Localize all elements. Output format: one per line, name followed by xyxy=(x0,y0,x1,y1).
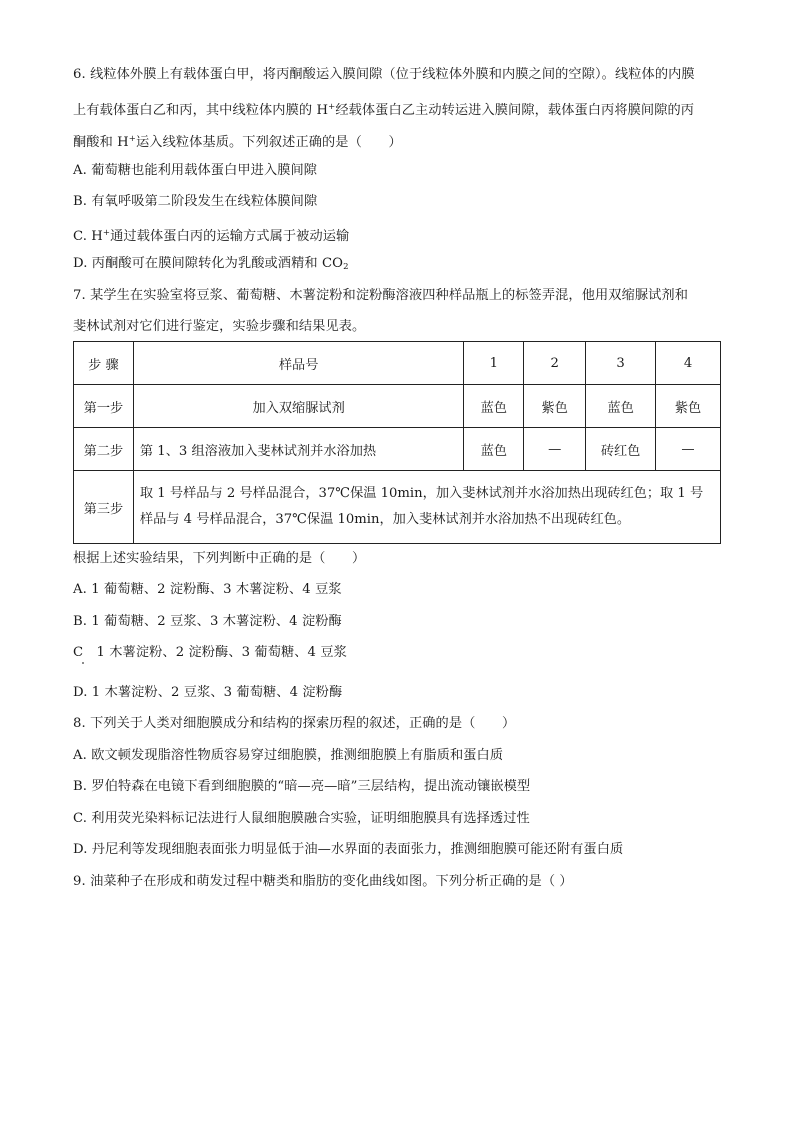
step-label: 第二步 xyxy=(74,428,134,471)
q7-experiment-table xyxy=(73,341,721,544)
header-step: 步 骤 xyxy=(74,342,134,385)
step-action: 第 1、3 组溶液加入斐林试剂并水浴加热 xyxy=(133,428,463,471)
q6-stem-line1: 6. 线粒体外膜上有载体蛋白甲，将丙酮酸运入膜间隙（位于线粒体外膜和内膜之间的空隙）。线粒体的内膜 xyxy=(73,67,695,82)
step-label: 第一步 xyxy=(74,385,134,428)
result-cell: 蓝色 xyxy=(464,428,524,471)
stray-dot xyxy=(82,662,84,664)
result-cell: 砖红色 xyxy=(586,428,656,471)
q8-option-a: A. 欧文顿发现脂溶性物质容易穿过细胞膜，推测细胞膜上有脂质和蛋白质 xyxy=(73,748,504,763)
q6-option-d: D. 丙酮酸可在膜间隙转化为乳酸或酒精和 $CO_2$ xyxy=(73,256,349,272)
q8-option-d: D. 丹尼利等发现细胞表面张力明显低于油—水界面的表面张力，推测细胞膜可能还附有蛋白质 xyxy=(73,842,624,857)
q7-stem-line1: 7. 某学生在实验室将豆浆、葡萄糖、木薯淀粉和淀粉酶溶液四种样品瓶上的标签弄混，他用双缩脲试剂和 xyxy=(73,288,689,303)
q7-option-c: C 1 木薯淀粉、2 淀粉酶、3 葡萄糖、4 豆浆 xyxy=(73,645,347,660)
result-cell: — xyxy=(656,428,721,471)
q7-question: 根据上述实验结果，下列判断中正确的是（ ） xyxy=(73,551,366,566)
header-sample-3: 3 xyxy=(586,342,656,385)
result-cell: 蓝色 xyxy=(464,385,524,428)
header-sample-2: 2 xyxy=(524,342,586,385)
table-header-row xyxy=(74,342,721,385)
q7-stem-line2: 斐林试剂对它们进行鉴定，实验步骤和结果见表。 xyxy=(73,319,366,334)
step-action: 加入双缩脲试剂 xyxy=(133,385,463,428)
header-sample: 样品号 xyxy=(133,342,463,385)
result-cell: 紫色 xyxy=(656,385,721,428)
q6-option-b: B. 有氧呼吸第二阶段发生在线粒体膜间隙 xyxy=(73,194,318,209)
q6-stem-line3: 酮酸和 H+运入线粒体基质。下列叙述正确的是（ ） xyxy=(73,134,402,150)
step-label: 第三步 xyxy=(74,471,134,544)
q7-option-a: A. 1 葡萄糖、2 淀粉酶、3 木薯淀粉、4 豆浆 xyxy=(73,582,342,597)
q6-option-a: A. 葡萄糖也能利用载体蛋白甲进入膜间隙 xyxy=(73,163,318,178)
table-row xyxy=(74,471,721,544)
q8-option-b: B. 罗伯特森在电镜下看到细胞膜的“暗—亮—暗”三层结构，提出流动镶嵌模型 xyxy=(73,779,531,794)
result-cell: 蓝色 xyxy=(586,385,656,428)
q6-option-c: C. H+通过载体蛋白丙的运输方式属于被动运输 xyxy=(73,228,350,244)
step-action: 取 1 号样品与 2 号样品混合，37℃保温 10min，加入斐林试剂并水浴加热出现砖红色；取 1 号样品与 4 号样品混合，37℃保温 10min，加入斐林试剂并水浴加热不出现砖红色。 xyxy=(133,471,720,544)
table-row xyxy=(74,385,721,428)
q9-stem: 9. 油菜种子在形成和萌发过程中糖类和脂肪的变化曲线如图。下列分析正确的是（ ） xyxy=(73,874,573,889)
result-cell: 紫色 xyxy=(524,385,586,428)
q8-option-c: C. 利用荧光染料标记法进行人鼠细胞膜融合实验，证明细胞膜具有选择透过性 xyxy=(73,811,530,826)
header-sample-1: 1 xyxy=(464,342,524,385)
result-cell: — xyxy=(524,428,586,471)
q7-option-d: D. 1 木薯淀粉、2 豆浆、3 葡萄糖、4 淀粉酶 xyxy=(73,685,343,700)
table-row xyxy=(74,428,721,471)
q7-option-b: B. 1 葡萄糖、2 豆浆、3 木薯淀粉、4 淀粉酶 xyxy=(73,614,342,629)
q6-stem-line2: 上有载体蛋白乙和丙，其中线粒体内膜的 H+经载体蛋白乙主动转运进入膜间隙，载体蛋白丙将膜间隙的丙 xyxy=(73,102,695,118)
q8-stem: 8. 下列关于人类对细胞膜成分和结构的探索历程的叙述，正确的是（ ） xyxy=(73,716,516,731)
header-sample-4: 4 xyxy=(656,342,721,385)
